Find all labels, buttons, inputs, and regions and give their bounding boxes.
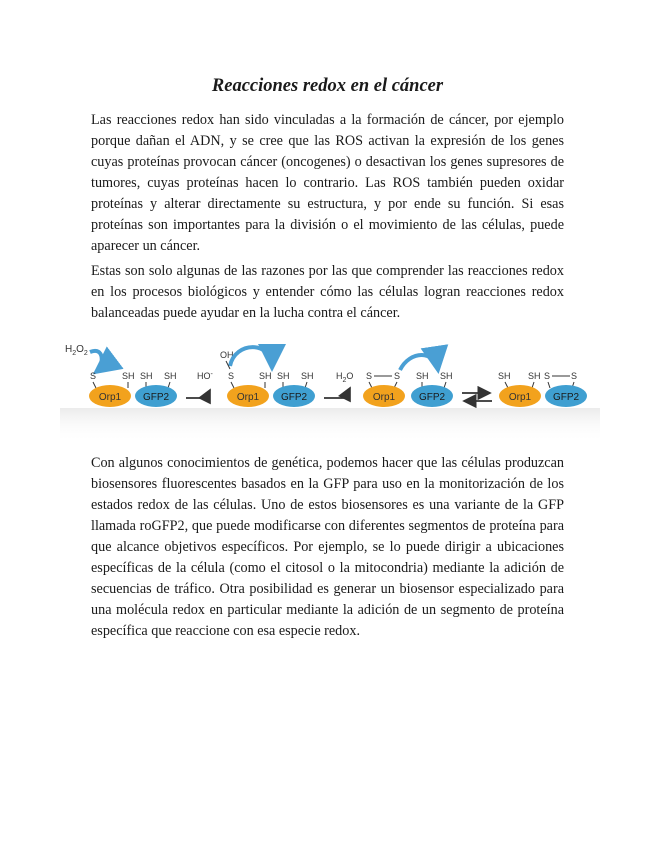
- transfer-arrow-icon: [400, 355, 438, 370]
- stage-2: [197, 347, 315, 407]
- orp1-label: Orp1: [236, 392, 260, 403]
- cys-s-label: S: [544, 371, 551, 381]
- stage-1: [65, 344, 177, 407]
- cys-sh-label: SH: [259, 371, 272, 381]
- gfp2-label: GFP2: [142, 392, 170, 403]
- paragraph-importance: Estas son solo algunas de las razones por las que comprender las reacciones redox en los procesos biológicos y entender cómo las células logran reacciones redox balanceadas puede ayudar en la lucha contra el cáncer.: [91, 263, 564, 321]
- cys-sh-label: SH: [416, 371, 429, 381]
- stage-3: [363, 355, 453, 407]
- attack-arrow-icon: [90, 351, 102, 372]
- document-title: Reacciones redox en el cáncer: [211, 76, 444, 96]
- cys-sh-label: SH: [498, 371, 511, 381]
- h2o2-label: $H_2O_2$: [65, 344, 88, 357]
- cys-sh-label: SH: [122, 371, 135, 381]
- cys-s-label: S: [228, 371, 235, 381]
- stage-4: [498, 371, 587, 407]
- redox-reaction-diagram: [60, 338, 600, 448]
- cys-s-label: S: [90, 371, 97, 381]
- cys-sh-label: SH: [164, 371, 177, 381]
- reaction-arrow-icon: [324, 388, 350, 398]
- gfp2-label: GFP2: [280, 392, 308, 403]
- cys-sh-label: SH: [440, 371, 453, 381]
- diagram-reflection: [60, 408, 600, 443]
- cys-s-label: S: [394, 371, 401, 381]
- cys-s-label: S: [366, 371, 373, 381]
- cys-sh-label: SH: [528, 371, 541, 381]
- paragraph-intro: Las reacciones redox han sido vinculadas a la formación de cáncer, por ejemplo porque dañan el ADN, y se cree que las ROS activan la expresión de los genes cuyas proteínas provocan cáncer (oncogenes) o desactivan los genes supresores de tumores, cuyas proteínas hacen lo contrario. Las ROS también pueden oxidar proteínas y alterar directamente su estructura, y por ende su función. Si esas proteínas son importantes para la división o el movimiento de las células, puede aparecer un cáncer.: [91, 112, 564, 254]
- paragraph-biosensors: Con algunos conocimientos de genética, podemos hacer que las células produzcan biosensores fluorescentes basados en la GFP para uso en la monitorización de los estados redox de las células. Uno de estos biosensores es una variante de la GFP llamada roGFP2, que puede modificarse con diferentes segmentos de proteína para que alcance objetivos específicos. Por ejemplo, se lo puede dirigir a ubicaciones específicas de la célula (como el citosol o la mitocondria) mediante la adición de secuencias de tráfico. Otra posibilidad es generar un biosensor especializado para una molécula redox en particular mediante la adición de un segmento de proteína específica que reaccione con esa especie redox.: [91, 455, 564, 639]
- water-label: $H_2O$: [336, 371, 354, 384]
- hydroxide-label: HO-: [197, 371, 213, 381]
- cys-s-label: S: [571, 371, 578, 381]
- orp1-label: Orp1: [508, 392, 532, 403]
- oh-label: OH: [220, 350, 234, 360]
- orp1-label: Orp1: [98, 392, 122, 403]
- cys-sh-label: SH: [301, 371, 314, 381]
- reaction-arrow-icon: [186, 390, 210, 398]
- cys-sh-label: SH: [277, 371, 290, 381]
- orp1-label: Orp1: [372, 392, 396, 403]
- gfp2-label: GFP2: [552, 392, 580, 403]
- gfp2-label: GFP2: [418, 392, 446, 403]
- equilibrium-arrows-icon: [462, 393, 492, 401]
- cys-sh-label: SH: [140, 371, 153, 381]
- attack-arrow-icon: [230, 347, 272, 368]
